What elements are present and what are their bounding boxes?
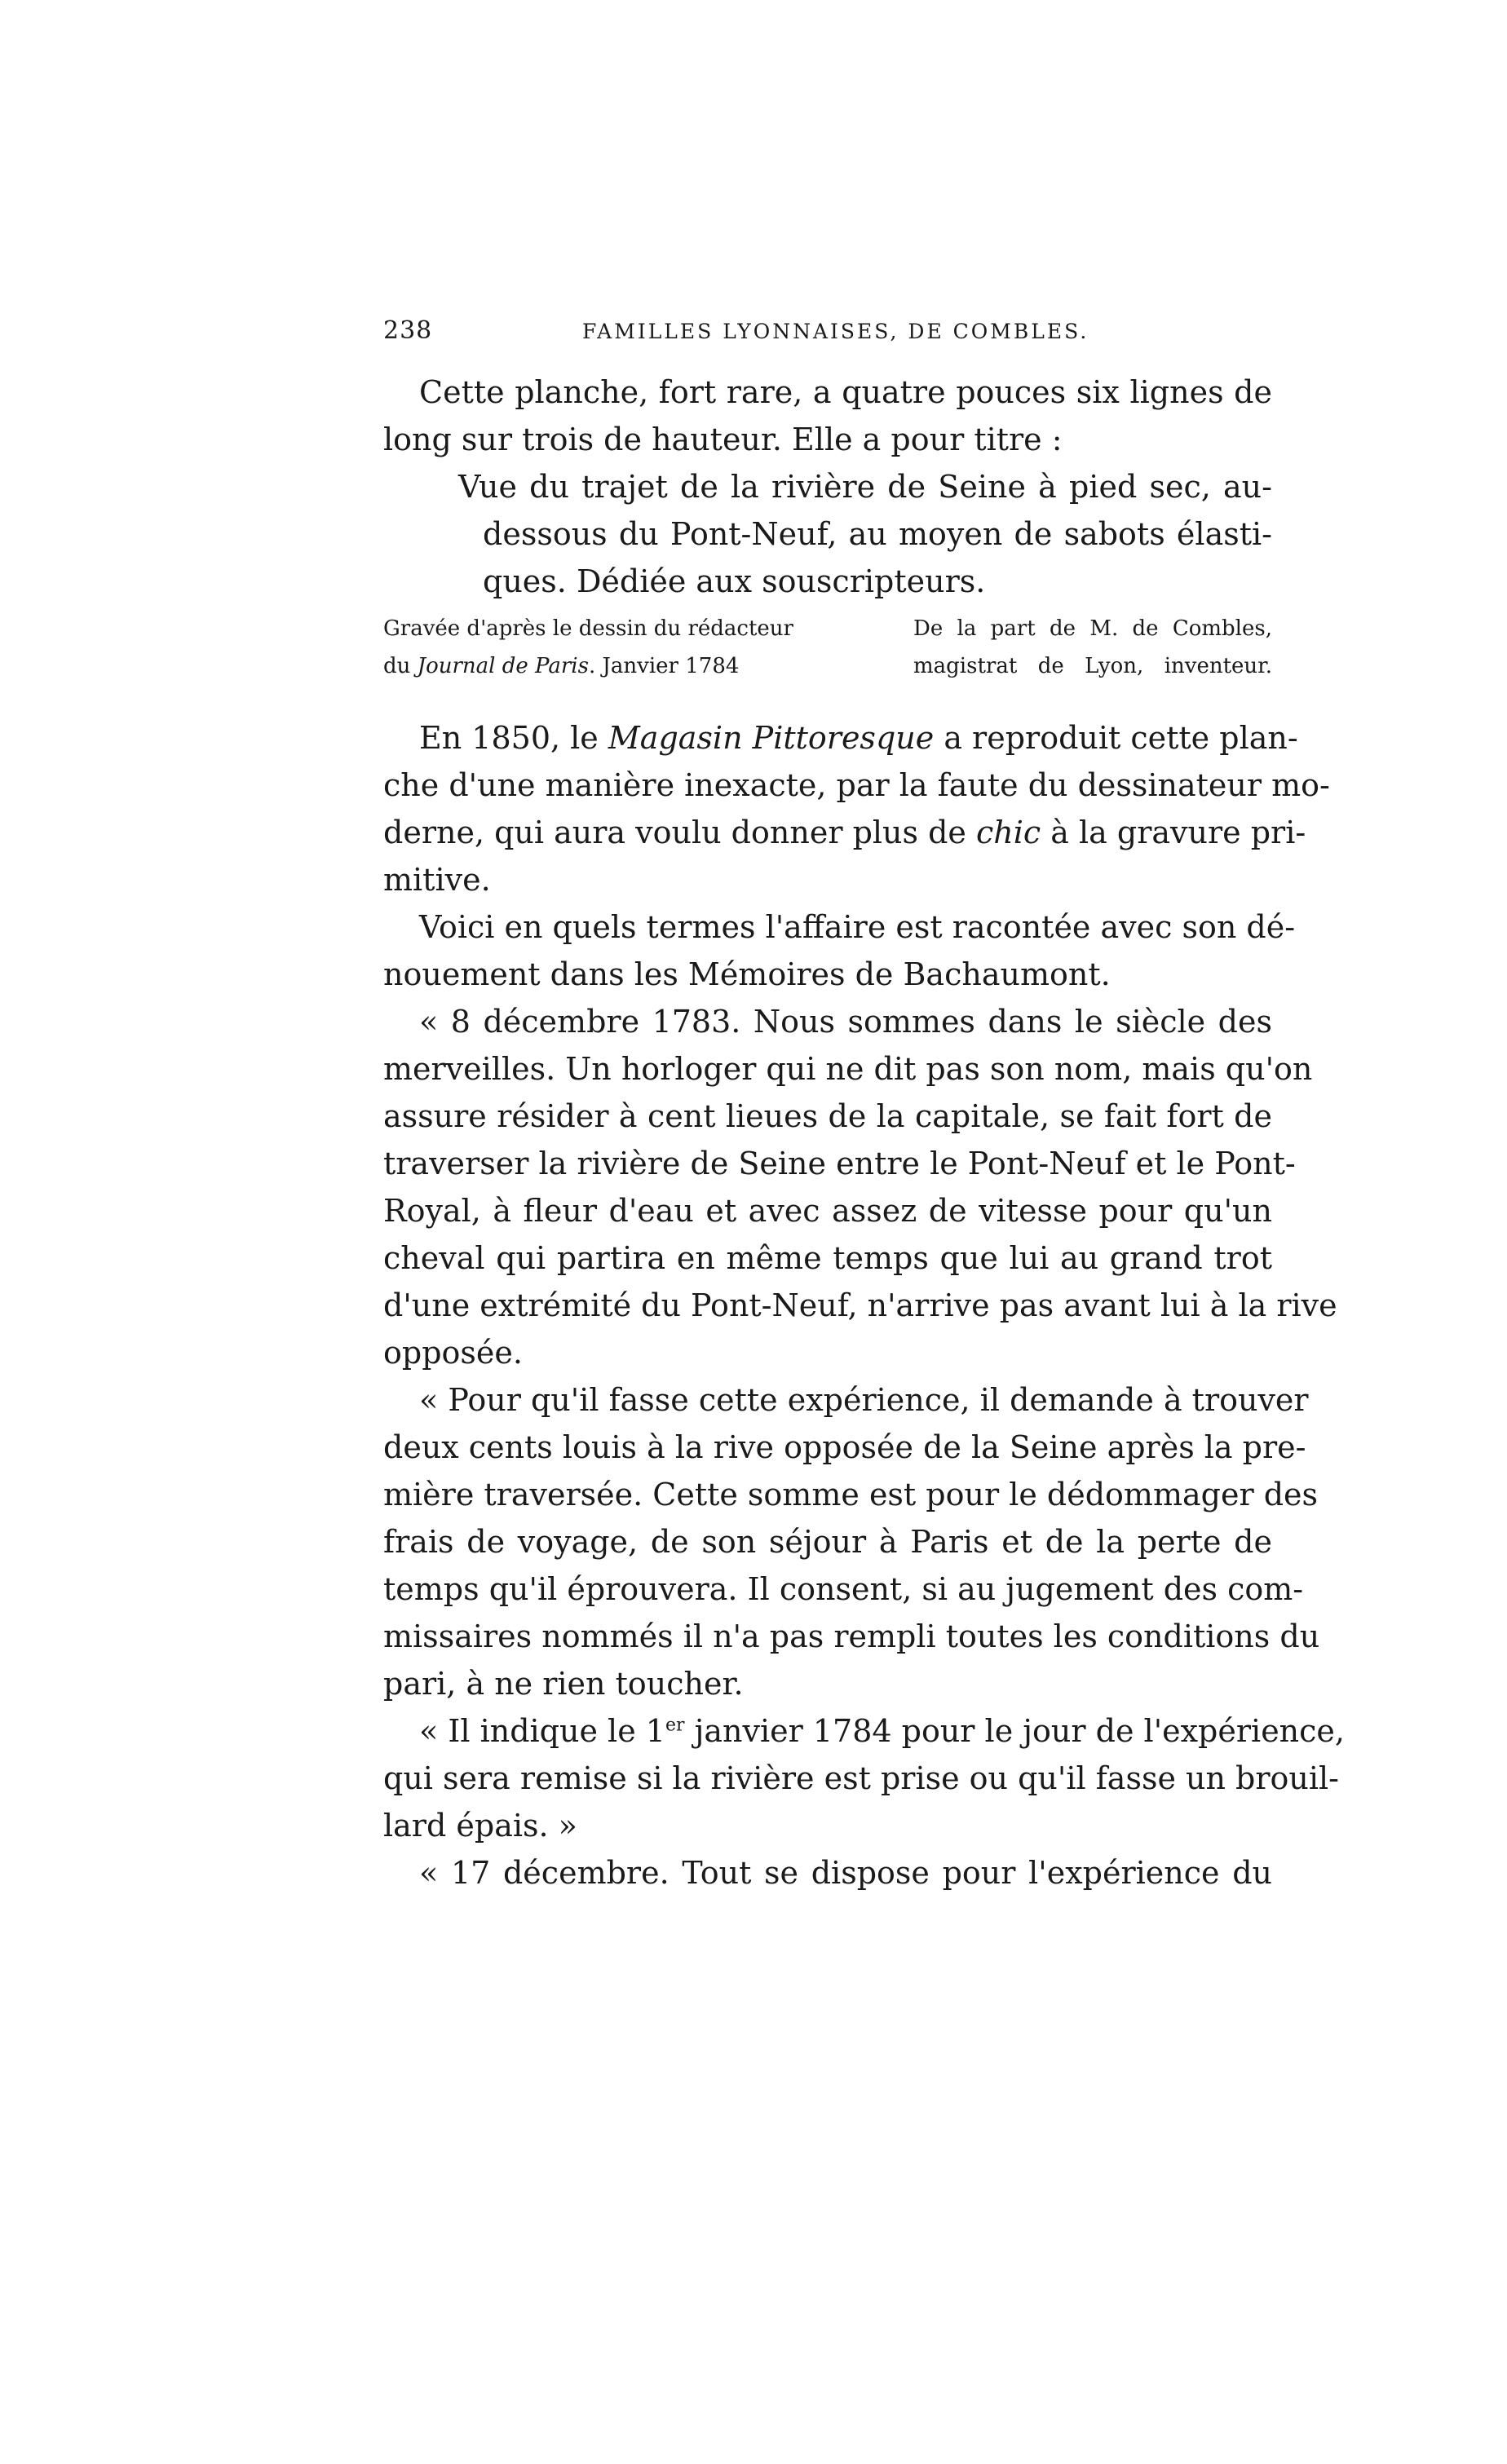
text-run: à la gravure pri- xyxy=(1041,815,1306,850)
text-line: opposée. xyxy=(383,1335,523,1371)
text-line: Royal, à fleur d'eau et avec assez de vitesse pour qu'un xyxy=(383,1193,1272,1229)
text-run: « Il indique le 1 xyxy=(419,1713,665,1749)
text-line: temps qu'il éprouvera. Il consent, si au jugement des com- xyxy=(383,1571,1304,1607)
engraver-credit xyxy=(383,610,840,685)
inventor-credit xyxy=(913,610,1272,685)
text-line: deux cents louis à la rive opposée de la Seine après la pre- xyxy=(383,1429,1306,1465)
text-line: frais de voyage, de son séjour à Paris et de la perte de xyxy=(383,1524,1272,1560)
credit-text: du xyxy=(383,654,418,678)
credit-line: Gravée d'après le dessin du rédacteur xyxy=(383,616,793,641)
text-line: « 8 décembre 1783. Nous sommes dans le siècle des xyxy=(419,1004,1272,1040)
credit-line: De la part de M. de Combles, xyxy=(913,616,1272,641)
text-line: cheval qui partira en même temps que lui au grand trot xyxy=(383,1240,1272,1276)
paragraph-4 xyxy=(383,998,1337,1376)
text-line: « Pour qu'il fasse cette expérience, il demande à trouver xyxy=(419,1382,1309,1418)
text-line: qui sera remise si la rivière est prise ou qu'il fasse un brouil- xyxy=(383,1760,1340,1796)
credit-line xyxy=(383,647,840,685)
paragraph-7 xyxy=(383,1849,1272,1897)
credit-text: . Janvier 1784 xyxy=(588,654,740,678)
paragraph-6 xyxy=(383,1707,1346,1849)
superscript: er xyxy=(665,1715,685,1736)
text-line: ques. Dédiée aux souscripteurs. xyxy=(483,563,986,599)
text-line: pari, à ne rien toucher. xyxy=(383,1666,744,1702)
journal-title: Journal de Paris xyxy=(417,654,589,678)
text-line: long sur trois de hauteur. Elle a pour titre : xyxy=(383,422,1063,457)
text-line xyxy=(383,714,1298,762)
page-header xyxy=(383,316,1305,357)
text-line: « 17 décembre. Tout se dispose pour l'expérience du xyxy=(419,1855,1272,1891)
text-run: janvier 1784 pour le jour de l'expérience, xyxy=(684,1713,1346,1749)
text-line xyxy=(383,1707,1346,1755)
text-line: missaires nommés il n'a pas rempli toutes les conditions du xyxy=(383,1618,1320,1654)
text-line: traverser la rivière de Seine entre le Pont-Neuf et le Pont- xyxy=(383,1146,1296,1181)
text-line: merveilles. Un horloger qui ne dit pas son nom, mais qu'on xyxy=(383,1051,1313,1087)
running-title: FAMILLES LYONNAISES, DE COMBLES. xyxy=(582,320,1089,343)
page-number: 238 xyxy=(383,316,433,345)
text-run: derne, qui aura voulu donner plus de xyxy=(383,815,976,850)
text-line: Vue du trajet de la rivière de Seine à pied sec, au- xyxy=(458,469,1272,505)
text-line: lard épais. » xyxy=(383,1808,577,1844)
plate-credits xyxy=(383,610,1272,685)
credit-line: magistrat de Lyon, inventeur. xyxy=(913,654,1272,678)
text-line: Cette planche, fort rare, a quatre pouces six lignes de xyxy=(419,374,1272,410)
text-line: mière traversée. Cette somme est pour le dédommager des xyxy=(383,1477,1319,1512)
text-line: mitive. xyxy=(383,862,491,898)
plate-title xyxy=(458,463,1272,605)
magazine-title: Magasin Pittoresque xyxy=(608,720,935,756)
text-run: a reproduit cette plan- xyxy=(934,720,1298,756)
paragraph-2 xyxy=(383,714,1330,903)
emphasis-word: chic xyxy=(976,815,1041,850)
paragraph-5 xyxy=(383,1376,1320,1707)
body-text xyxy=(383,369,1346,1897)
text-line: che d'une manière inexacte, par la faute du dessinateur mo- xyxy=(383,767,1330,803)
paragraph-3 xyxy=(383,903,1296,998)
text-line: assure résider à cent lieues de la capitale, se fait fort de xyxy=(383,1098,1272,1134)
text-line: nouement dans les Mémoires de Bachaumont. xyxy=(383,956,1111,992)
text-line xyxy=(383,809,1306,856)
text-line: dessous du Pont-Neuf, au moyen de sabots élasti- xyxy=(483,516,1272,552)
text-run: En 1850, le xyxy=(419,720,608,756)
text-line: d'une extrémité du Pont-Neuf, n'arrive pas avant lui à la rive xyxy=(383,1287,1337,1323)
paragraph-1 xyxy=(383,369,1272,463)
text-line: Voici en quels termes l'affaire est racontée avec son dé- xyxy=(419,909,1296,945)
